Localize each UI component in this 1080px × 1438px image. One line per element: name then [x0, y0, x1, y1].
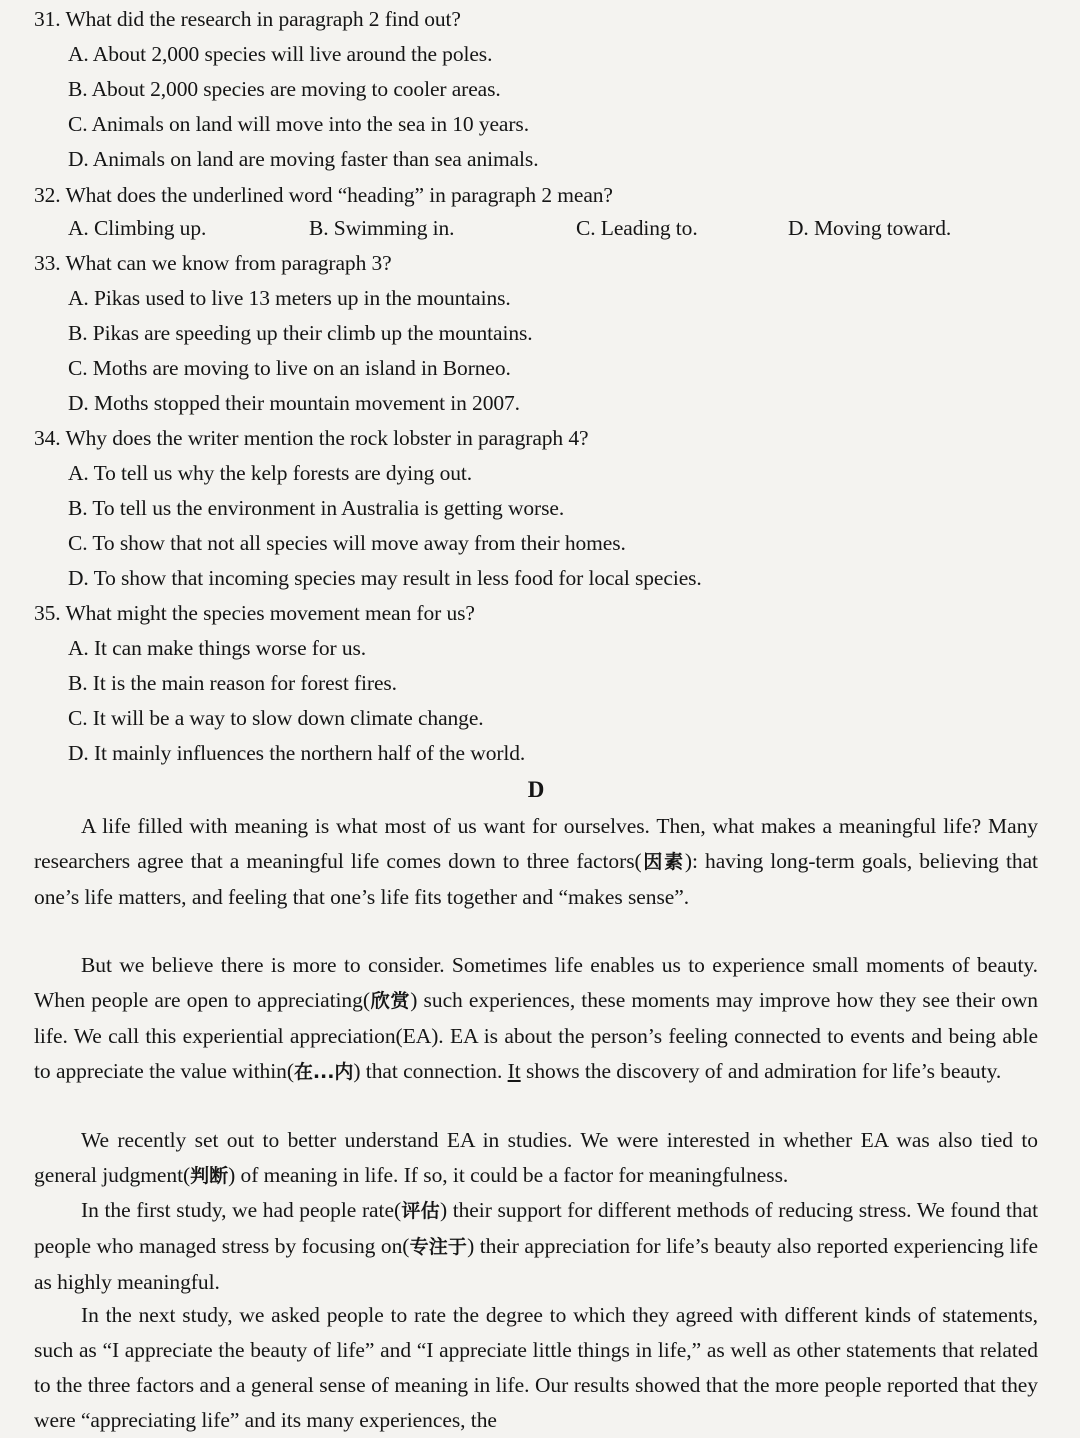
passage-paragraph-2: But we believe there is more to consider. Sometimes life enables us to experience small moments of beauty. When people are open to appreciating(欣赏) such experiences, these moments may improve how they see their own life. We call this experiential appreciation(EA). EA is about the person’s feeling connected to events and being able to appreciate the value within(在...内) that connection. It shows the discovery of and admiration for life’s beauty. — [34, 953, 1039, 1083]
question-33-option-a: A. Pikas used to live 13 meters up in the mountains. — [68, 286, 511, 310]
question-32-option-a: A. Climbing up. — [68, 216, 207, 240]
question-31-option-d: D. Animals on land are moving faster than sea animals. — [68, 147, 539, 171]
question-31-option-c: C. Animals on land will move into the sea in 10 years. — [68, 112, 529, 136]
question-35-option-a: A. It can make things worse for us. — [68, 636, 367, 660]
question-32-option-b: B. Swimming in. — [309, 216, 455, 240]
question-35-option-d: D. It mainly influences the northern half of the world. — [68, 741, 526, 765]
section-heading: D — [527, 777, 545, 802]
question-32-option-d: D. Moving toward. — [788, 216, 952, 240]
question-33-option-c: C. Moths are moving to live on an island in Borneo. — [68, 356, 511, 380]
question-34-option-a: A. To tell us why the kelp forests are dying out. — [68, 461, 473, 485]
question-33-option-d: D. Moths stopped their mountain movement in 2007. — [68, 391, 520, 415]
question-32-option-c: C. Leading to. — [576, 216, 698, 240]
question-31-option-b: B. About 2,000 species are moving to cooler areas. — [68, 77, 501, 101]
question-33-option-b: B. Pikas are speeding up their climb up the mountains. — [68, 321, 533, 345]
question-35-stem: 35. What might the species movement mean for us? — [34, 601, 475, 625]
question-34-option-b: B. To tell us the environment in Australia is getting worse. — [68, 496, 565, 520]
question-34-option-d: D. To show that incoming species may result in less food for local species. — [68, 566, 702, 590]
passage-paragraph-3: We recently set out to better understand EA in studies. We were interested in whether EA was also tied to general judgment(判断) of meaning in life. If so, it could be a factor for meaningfulness. — [34, 1128, 1038, 1187]
question-31-stem: 31. What did the research in paragraph 2 find out? — [34, 7, 461, 31]
passage-paragraph-4: In the first study, we had people rate(评估) their support for different methods of reducing stress. We found that people who managed stress by focusing on(专注于) their appreciation for life’s beauty also reported experiencing life as highly meaningful. — [34, 1198, 1039, 1294]
question-34-stem: 34. Why does the writer mention the rock lobster in paragraph 4? — [34, 426, 589, 450]
underlined-word-it: It — [507, 1059, 521, 1083]
question-31-option-a: A. About 2,000 species will live around the poles. — [68, 42, 493, 66]
question-33-stem: 33. What can we know from paragraph 3? — [34, 251, 392, 275]
question-32-stem: 32. What does the underlined word “heading” in paragraph 2 mean? — [34, 183, 613, 207]
passage-paragraph-5: In the next study, we asked people to rate the degree to which they agreed with different kinds of statements, such as “I appreciate the beauty of life” and “I appreciate little things in life,” as well as other statements that related to the three factors and a general sense of meaning in life. Our results showed that the more people reported that they were “appreciating life” and its many experiences, the — [34, 1303, 1038, 1432]
question-35-option-c: C. It will be a way to slow down climate change. — [68, 706, 484, 730]
question-34-option-c: C. To show that not all species will move away from their homes. — [68, 531, 626, 555]
question-35-option-b: B. It is the main reason for forest fires. — [68, 671, 397, 695]
passage-paragraph-1: A life filled with meaning is what most of us want for ourselves. Then, what makes a meaningful life? Many researchers agree that a meaningful life comes down to three factors(因素): having long-term goals, believing that one’s life matters, and feeling that one’s life fits together and “makes sense”. — [34, 814, 1038, 909]
